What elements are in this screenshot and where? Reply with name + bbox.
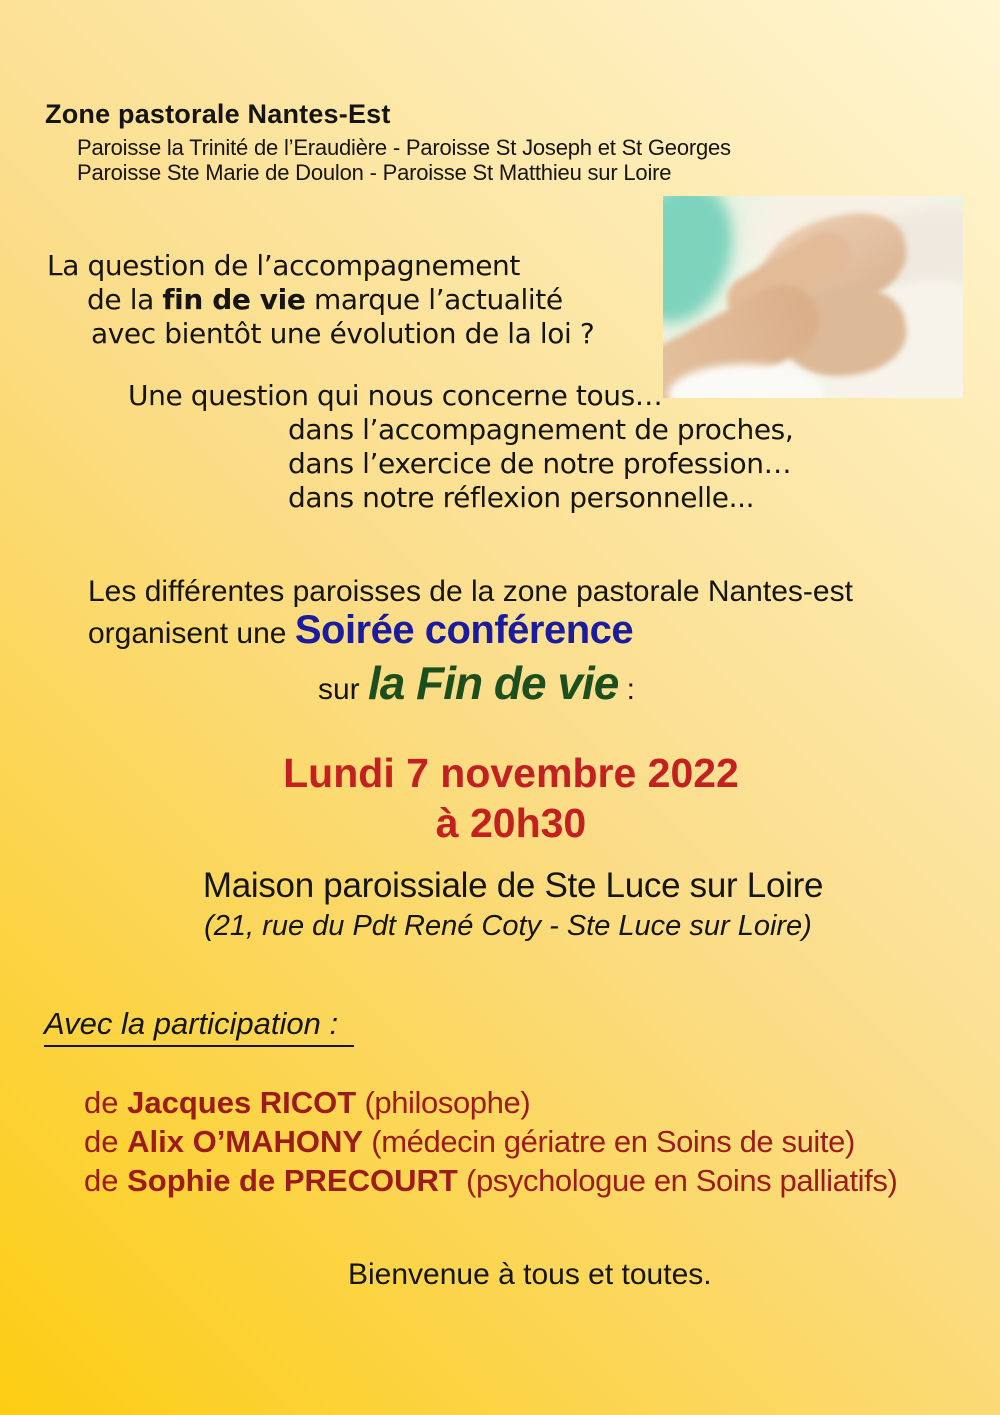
question-line-2: dans l’accompagnement de proches, — [288, 413, 794, 446]
intro-line-3: avec bientôt une évolution de la loi ? — [91, 317, 595, 350]
participant-prefix: de — [84, 1085, 128, 1120]
announce-line-3-pre: sur — [318, 673, 369, 706]
event-venue: Maison paroissiale de Ste Luce sur Loire — [202, 866, 824, 905]
page-title: Zone pastorale Nantes-Est — [45, 99, 391, 129]
announce-line-2 — [88, 608, 633, 653]
intro-line-2-post: marque l’actualité — [305, 283, 563, 316]
parish-line-1: Paroisse la Trinité de l’Eraudière - Paroisse St Joseph et St Georges — [77, 135, 731, 160]
announce-line-3-post: : — [618, 673, 635, 706]
announce-line-1: Les différentes paroisses de la zone pastorale Nantes-est — [88, 575, 853, 608]
welcome-text: Bienvenue à tous et toutes. — [348, 1258, 712, 1291]
participant-row — [84, 1161, 897, 1200]
intro-line-2 — [87, 283, 594, 317]
participants-list — [84, 1083, 897, 1200]
intro-line-2-bold: fin de vie — [162, 283, 306, 316]
participant-row — [84, 1083, 897, 1122]
parish-line-2: Paroisse Ste Marie de Doulon - Paroisse St Matthieu sur Loire — [77, 160, 672, 185]
intro-line-2-pre: de la — [87, 283, 163, 316]
participant-role: (médecin gériatre en Soins de suite) — [363, 1124, 855, 1159]
participant-name: Sophie de PRECOURT — [127, 1163, 458, 1198]
announce-line-2-pre: organisent une — [88, 617, 295, 650]
question-text — [128, 379, 793, 515]
participant-role: (philosophe) — [356, 1085, 531, 1120]
hands-photo — [663, 196, 963, 398]
participant-name: Alix O’MAHONY — [127, 1124, 364, 1159]
participant-prefix: de — [84, 1124, 128, 1159]
participation-heading-text: Avec la participation : — [44, 1006, 354, 1047]
question-line-1: Une question qui nous concerne tous… — [128, 379, 663, 412]
intro-text — [47, 249, 594, 351]
question-line-3: dans l’exercice de notre profession… — [288, 447, 792, 480]
participation-heading — [44, 1006, 354, 1047]
event-date: Lundi 7 novembre 2022 — [283, 750, 739, 796]
participant-role: (psychologue en Soins palliatifs) — [457, 1163, 898, 1198]
intro-line-1: La question de l’accompagnement — [47, 249, 520, 282]
conference-highlight: Soirée conférence — [294, 608, 634, 652]
event-time: à 20h30 — [435, 800, 587, 846]
fin-de-vie-highlight: la Fin de vie — [368, 657, 619, 709]
participant-name: Jacques RICOT — [127, 1085, 357, 1120]
participant-prefix: de — [84, 1163, 128, 1198]
event-address: (21, rue du Pdt René Coty - Ste Luce sur Loire) — [204, 910, 812, 942]
announce-line-3 — [318, 656, 635, 710]
question-line-4: dans notre réflexion personnelle... — [288, 481, 755, 514]
participant-row — [84, 1122, 897, 1161]
